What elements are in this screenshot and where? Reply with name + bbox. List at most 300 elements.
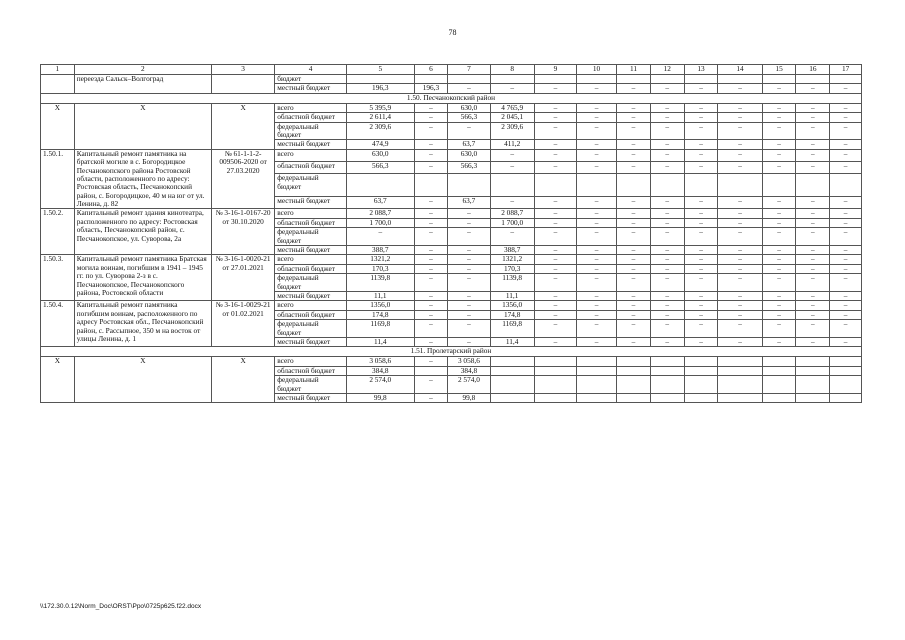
item-number-cell: Х xyxy=(41,103,75,149)
value-cell: – xyxy=(617,264,651,273)
value-cell: – xyxy=(650,337,684,346)
column-number-row xyxy=(41,65,862,75)
value-cell xyxy=(577,174,617,197)
value-cell: – xyxy=(684,228,718,246)
value-cell: 384,8 xyxy=(347,366,415,375)
value-cell: – xyxy=(617,291,651,300)
budget-label-cell: всего xyxy=(275,209,347,218)
value-cell xyxy=(762,357,796,366)
value-cell: – xyxy=(448,209,490,218)
table-row xyxy=(41,209,862,218)
item-doc-cell xyxy=(211,75,274,94)
value-cell xyxy=(650,393,684,402)
file-path-footer: \\172.30.0.12\Norm_Doc\ORST\Ppo\0725p625.f22.docx xyxy=(40,603,202,610)
value-cell xyxy=(650,357,684,366)
value-cell: – xyxy=(796,209,830,218)
value-cell xyxy=(650,174,684,197)
value-cell xyxy=(796,376,830,394)
value-cell: 2 574,0 xyxy=(448,376,490,394)
value-cell xyxy=(617,376,651,394)
table-row xyxy=(41,357,862,366)
budget-label-cell: всего xyxy=(275,149,347,161)
value-cell xyxy=(534,393,576,402)
value-cell: – xyxy=(762,84,796,93)
value-cell xyxy=(718,376,762,394)
value-cell xyxy=(796,393,830,402)
column-number-cell: 12 xyxy=(650,65,684,75)
value-cell: – xyxy=(684,122,718,140)
value-cell xyxy=(718,75,762,84)
value-cell: – xyxy=(762,161,796,173)
value-cell: – xyxy=(534,228,576,246)
value-cell: – xyxy=(650,161,684,173)
value-cell: – xyxy=(617,246,651,255)
value-cell: – xyxy=(650,209,684,218)
value-cell: – xyxy=(650,197,684,209)
value-cell: – xyxy=(577,246,617,255)
value-cell: – xyxy=(414,291,448,300)
value-cell xyxy=(796,357,830,366)
value-cell: – xyxy=(830,197,862,209)
value-cell xyxy=(448,174,490,197)
value-cell: – xyxy=(796,274,830,292)
value-cell: – xyxy=(762,255,796,264)
table-row xyxy=(41,103,862,112)
value-cell xyxy=(796,366,830,375)
value-cell: – xyxy=(718,337,762,346)
value-cell xyxy=(684,393,718,402)
value-cell: – xyxy=(617,84,651,93)
value-cell: – xyxy=(796,255,830,264)
value-cell: – xyxy=(762,228,796,246)
value-cell: – xyxy=(830,149,862,161)
section-title: 1.51. Пролетарский район xyxy=(41,347,862,357)
value-cell: – xyxy=(414,103,448,112)
value-cell: – xyxy=(577,320,617,338)
value-cell: – xyxy=(617,337,651,346)
column-number-cell: 14 xyxy=(718,65,762,75)
value-cell: – xyxy=(796,140,830,149)
value-cell: – xyxy=(718,255,762,264)
value-cell: 566,3 xyxy=(448,161,490,173)
budget-label-cell: всего xyxy=(275,357,347,366)
value-cell: – xyxy=(577,103,617,112)
value-cell: – xyxy=(684,291,718,300)
value-cell: – xyxy=(448,246,490,255)
value-cell: – xyxy=(718,301,762,310)
value-cell: – xyxy=(577,264,617,273)
value-cell xyxy=(490,75,534,84)
value-cell: – xyxy=(577,209,617,218)
value-cell: 3 058,6 xyxy=(347,357,415,366)
item-name-cell: Х xyxy=(74,357,211,403)
value-cell: – xyxy=(414,149,448,161)
value-cell xyxy=(830,174,862,197)
value-cell: – xyxy=(448,264,490,273)
value-cell: – xyxy=(414,255,448,264)
value-cell: 630,0 xyxy=(347,149,415,161)
value-cell xyxy=(577,357,617,366)
value-cell xyxy=(650,366,684,375)
value-cell xyxy=(490,393,534,402)
value-cell: – xyxy=(577,140,617,149)
value-cell: – xyxy=(684,255,718,264)
budget-label-cell: местный бюджет xyxy=(275,291,347,300)
value-cell: – xyxy=(684,218,718,227)
value-cell: – xyxy=(617,301,651,310)
value-cell: – xyxy=(617,228,651,246)
budget-label-cell: федеральный бюджет xyxy=(275,376,347,394)
budget-label-cell: областной бюджет xyxy=(275,366,347,375)
value-cell: – xyxy=(577,84,617,93)
value-cell: – xyxy=(796,218,830,227)
value-cell: – xyxy=(577,149,617,161)
value-cell: – xyxy=(684,103,718,112)
value-cell: – xyxy=(577,337,617,346)
value-cell: – xyxy=(534,209,576,218)
value-cell: – xyxy=(414,246,448,255)
value-cell: 2 309,6 xyxy=(347,122,415,140)
value-cell: – xyxy=(830,228,862,246)
value-cell: 566,3 xyxy=(347,161,415,173)
value-cell xyxy=(830,366,862,375)
value-cell: 411,2 xyxy=(490,140,534,149)
value-cell: – xyxy=(448,274,490,292)
value-cell: – xyxy=(534,264,576,273)
value-cell: – xyxy=(534,337,576,346)
value-cell: – xyxy=(830,84,862,93)
value-cell: – xyxy=(534,246,576,255)
value-cell: – xyxy=(718,274,762,292)
budget-label-cell: федеральный бюджет xyxy=(275,274,347,292)
budget-label-cell: местный бюджет xyxy=(275,140,347,149)
value-cell: – xyxy=(684,161,718,173)
value-cell: 4 765,9 xyxy=(490,103,534,112)
column-number-cell: 8 xyxy=(490,65,534,75)
column-number-cell: 10 xyxy=(577,65,617,75)
value-cell xyxy=(490,357,534,366)
value-cell: – xyxy=(830,218,862,227)
value-cell: 1321,2 xyxy=(347,255,415,264)
value-cell: 1 700,0 xyxy=(347,218,415,227)
budget-label-cell: областной бюджет xyxy=(275,218,347,227)
value-cell xyxy=(830,357,862,366)
value-cell: – xyxy=(796,291,830,300)
value-cell: 388,7 xyxy=(490,246,534,255)
value-cell: – xyxy=(762,337,796,346)
value-cell: 566,3 xyxy=(448,113,490,122)
item-doc-cell: № 61-1-1-2-009506-2020 от 27.03.2020 xyxy=(211,149,274,209)
value-cell: – xyxy=(762,320,796,338)
value-cell: – xyxy=(650,140,684,149)
value-cell: 11,1 xyxy=(347,291,415,300)
value-cell: – xyxy=(490,84,534,93)
value-cell: 196,3 xyxy=(347,84,415,93)
value-cell: – xyxy=(830,337,862,346)
value-cell: – xyxy=(617,103,651,112)
value-cell: – xyxy=(414,393,448,402)
value-cell: – xyxy=(414,228,448,246)
value-cell: – xyxy=(796,337,830,346)
value-cell: – xyxy=(796,301,830,310)
value-cell: 11,4 xyxy=(347,337,415,346)
value-cell xyxy=(577,376,617,394)
value-cell: 174,8 xyxy=(347,310,415,319)
value-cell: – xyxy=(762,113,796,122)
value-cell: – xyxy=(684,320,718,338)
value-cell: – xyxy=(762,246,796,255)
budget-label-cell: федеральный бюджет xyxy=(275,320,347,338)
value-cell: – xyxy=(414,122,448,140)
value-cell: – xyxy=(534,255,576,264)
value-cell: – xyxy=(534,310,576,319)
value-cell xyxy=(684,174,718,197)
budget-label-cell: местный бюджет xyxy=(275,246,347,255)
value-cell: – xyxy=(414,320,448,338)
value-cell xyxy=(577,75,617,84)
value-cell: – xyxy=(796,228,830,246)
value-cell: 388,7 xyxy=(347,246,415,255)
value-cell: – xyxy=(577,113,617,122)
value-cell: – xyxy=(762,274,796,292)
value-cell: – xyxy=(650,228,684,246)
value-cell xyxy=(762,366,796,375)
value-cell: – xyxy=(684,310,718,319)
value-cell: 1139,8 xyxy=(490,274,534,292)
value-cell: – xyxy=(577,197,617,209)
value-cell: – xyxy=(414,376,448,394)
column-number-cell: 4 xyxy=(275,65,347,75)
value-cell: – xyxy=(448,291,490,300)
budget-label-cell: местный бюджет xyxy=(275,337,347,346)
budget-label-cell: областной бюджет xyxy=(275,264,347,273)
value-cell: – xyxy=(534,103,576,112)
value-cell: – xyxy=(414,140,448,149)
value-cell: – xyxy=(718,218,762,227)
value-cell: – xyxy=(577,161,617,173)
value-cell: – xyxy=(718,103,762,112)
value-cell: – xyxy=(448,320,490,338)
value-cell: 2 574,0 xyxy=(347,376,415,394)
item-number-cell: 1.50.1. xyxy=(41,149,75,209)
value-cell xyxy=(577,393,617,402)
value-cell: – xyxy=(534,218,576,227)
value-cell: 1169,8 xyxy=(490,320,534,338)
value-cell: – xyxy=(534,140,576,149)
value-cell: – xyxy=(490,149,534,161)
budget-label-cell: местный бюджет xyxy=(275,84,347,93)
value-cell: – xyxy=(448,337,490,346)
value-cell: – xyxy=(718,122,762,140)
budget-label-cell: областной бюджет xyxy=(275,113,347,122)
value-cell: – xyxy=(650,291,684,300)
value-cell: – xyxy=(718,140,762,149)
column-number-cell: 6 xyxy=(414,65,448,75)
value-cell xyxy=(617,174,651,197)
budget-label-cell: всего xyxy=(275,255,347,264)
value-cell: – xyxy=(830,264,862,273)
value-cell: – xyxy=(577,310,617,319)
value-cell: – xyxy=(414,264,448,273)
value-cell: 99,8 xyxy=(448,393,490,402)
value-cell xyxy=(650,376,684,394)
column-number-cell: 11 xyxy=(617,65,651,75)
value-cell: 1321,2 xyxy=(490,255,534,264)
value-cell: – xyxy=(617,320,651,338)
value-cell: – xyxy=(448,84,490,93)
value-cell: – xyxy=(830,103,862,112)
value-cell: – xyxy=(718,197,762,209)
value-cell: – xyxy=(414,301,448,310)
column-number-cell: 3 xyxy=(211,65,274,75)
value-cell: – xyxy=(796,84,830,93)
value-cell: – xyxy=(617,149,651,161)
value-cell xyxy=(490,366,534,375)
value-cell: 630,0 xyxy=(448,149,490,161)
value-cell: – xyxy=(718,246,762,255)
item-number-cell: 1.50.2. xyxy=(41,209,75,255)
value-cell xyxy=(684,75,718,84)
value-cell xyxy=(534,376,576,394)
section-header-row xyxy=(41,347,862,357)
value-cell xyxy=(830,393,862,402)
value-cell: – xyxy=(796,103,830,112)
value-cell: 384,8 xyxy=(448,366,490,375)
value-cell: – xyxy=(830,140,862,149)
budget-label-cell: областной бюджет xyxy=(275,161,347,173)
item-number-cell xyxy=(41,75,75,94)
value-cell: – xyxy=(650,320,684,338)
value-cell: – xyxy=(617,310,651,319)
value-cell: 63,7 xyxy=(448,197,490,209)
value-cell: – xyxy=(684,264,718,273)
value-cell: – xyxy=(534,320,576,338)
section-title: 1.50. Песчанокопский район xyxy=(41,93,862,103)
value-cell: 174,8 xyxy=(490,310,534,319)
value-cell: – xyxy=(534,161,576,173)
value-cell: – xyxy=(534,149,576,161)
value-cell: 5 395,9 xyxy=(347,103,415,112)
column-number-cell: 17 xyxy=(830,65,862,75)
value-cell: – xyxy=(796,320,830,338)
value-cell: – xyxy=(830,113,862,122)
table-row xyxy=(41,255,862,264)
value-cell: – xyxy=(617,122,651,140)
value-cell: 474,9 xyxy=(347,140,415,149)
item-doc-cell: Х xyxy=(211,357,274,403)
value-cell: – xyxy=(762,218,796,227)
value-cell xyxy=(490,376,534,394)
value-cell xyxy=(414,366,448,375)
value-cell xyxy=(577,366,617,375)
item-name-cell: переезда Сальск–Волгоград xyxy=(74,75,211,94)
value-cell: – xyxy=(448,310,490,319)
value-cell: – xyxy=(796,161,830,173)
value-cell: – xyxy=(414,209,448,218)
value-cell: – xyxy=(617,255,651,264)
budget-label-cell: федеральный бюджет xyxy=(275,122,347,140)
value-cell: – xyxy=(617,140,651,149)
value-cell: 2 309,6 xyxy=(490,122,534,140)
item-doc-cell: № 3-16-1-0029-21 от 01.02.2021 xyxy=(211,301,274,347)
value-cell: – xyxy=(448,228,490,246)
value-cell: – xyxy=(414,161,448,173)
value-cell: – xyxy=(762,264,796,273)
value-cell: 11,1 xyxy=(490,291,534,300)
value-cell xyxy=(617,366,651,375)
value-cell: – xyxy=(830,209,862,218)
value-cell xyxy=(684,376,718,394)
value-cell: – xyxy=(830,320,862,338)
value-cell: – xyxy=(762,149,796,161)
value-cell: – xyxy=(762,140,796,149)
value-cell: 1139,8 xyxy=(347,274,415,292)
item-number-cell: 1.50.4. xyxy=(41,301,75,347)
value-cell: – xyxy=(534,113,576,122)
value-cell xyxy=(684,366,718,375)
value-cell: 1356,0 xyxy=(490,301,534,310)
value-cell: 63,7 xyxy=(448,140,490,149)
value-cell: – xyxy=(650,255,684,264)
value-cell: 170,3 xyxy=(347,264,415,273)
value-cell xyxy=(534,75,576,84)
value-cell: – xyxy=(577,122,617,140)
item-doc-cell: № 3-16-1-0020-21 от 27.01.2021 xyxy=(211,255,274,301)
value-cell xyxy=(830,75,862,84)
value-cell: – xyxy=(650,103,684,112)
value-cell: – xyxy=(830,246,862,255)
value-cell: – xyxy=(490,197,534,209)
value-cell: 63,7 xyxy=(347,197,415,209)
value-cell: – xyxy=(414,218,448,227)
value-cell: – xyxy=(534,274,576,292)
value-cell: – xyxy=(684,209,718,218)
value-cell: – xyxy=(448,218,490,227)
value-cell: – xyxy=(796,246,830,255)
item-name-cell: Капитальный ремонт памятника погибшим воинам, расположенного по адресу Ростовская обл., Песчанокопский район, с. Рассыпное, 350 м на восток от улицы Ленина, д. 1 xyxy=(74,301,211,347)
value-cell: – xyxy=(762,310,796,319)
value-cell: 196,3 xyxy=(414,84,448,93)
budget-label-cell: областной бюджет xyxy=(275,310,347,319)
column-number-cell: 1 xyxy=(41,65,75,75)
value-cell: – xyxy=(796,149,830,161)
value-cell: – xyxy=(617,274,651,292)
value-cell: – xyxy=(762,197,796,209)
value-cell: 99,8 xyxy=(347,393,415,402)
value-cell: – xyxy=(650,264,684,273)
budget-label-cell: местный бюджет xyxy=(275,393,347,402)
value-cell: – xyxy=(650,84,684,93)
value-cell: – xyxy=(534,122,576,140)
value-cell: 1356,0 xyxy=(347,301,415,310)
value-cell xyxy=(762,75,796,84)
value-cell xyxy=(534,357,576,366)
value-cell: – xyxy=(718,264,762,273)
value-cell: 11,4 xyxy=(490,337,534,346)
value-cell: – xyxy=(650,274,684,292)
item-number-cell: Х xyxy=(41,357,75,403)
budget-label-cell: бюджет xyxy=(275,75,347,84)
value-cell: – xyxy=(718,161,762,173)
value-cell: – xyxy=(684,113,718,122)
budget-label-cell: всего xyxy=(275,103,347,112)
value-cell: – xyxy=(684,149,718,161)
value-cell: – xyxy=(762,301,796,310)
value-cell: – xyxy=(650,301,684,310)
value-cell: – xyxy=(718,84,762,93)
value-cell: – xyxy=(577,218,617,227)
budget-label-cell: всего xyxy=(275,301,347,310)
